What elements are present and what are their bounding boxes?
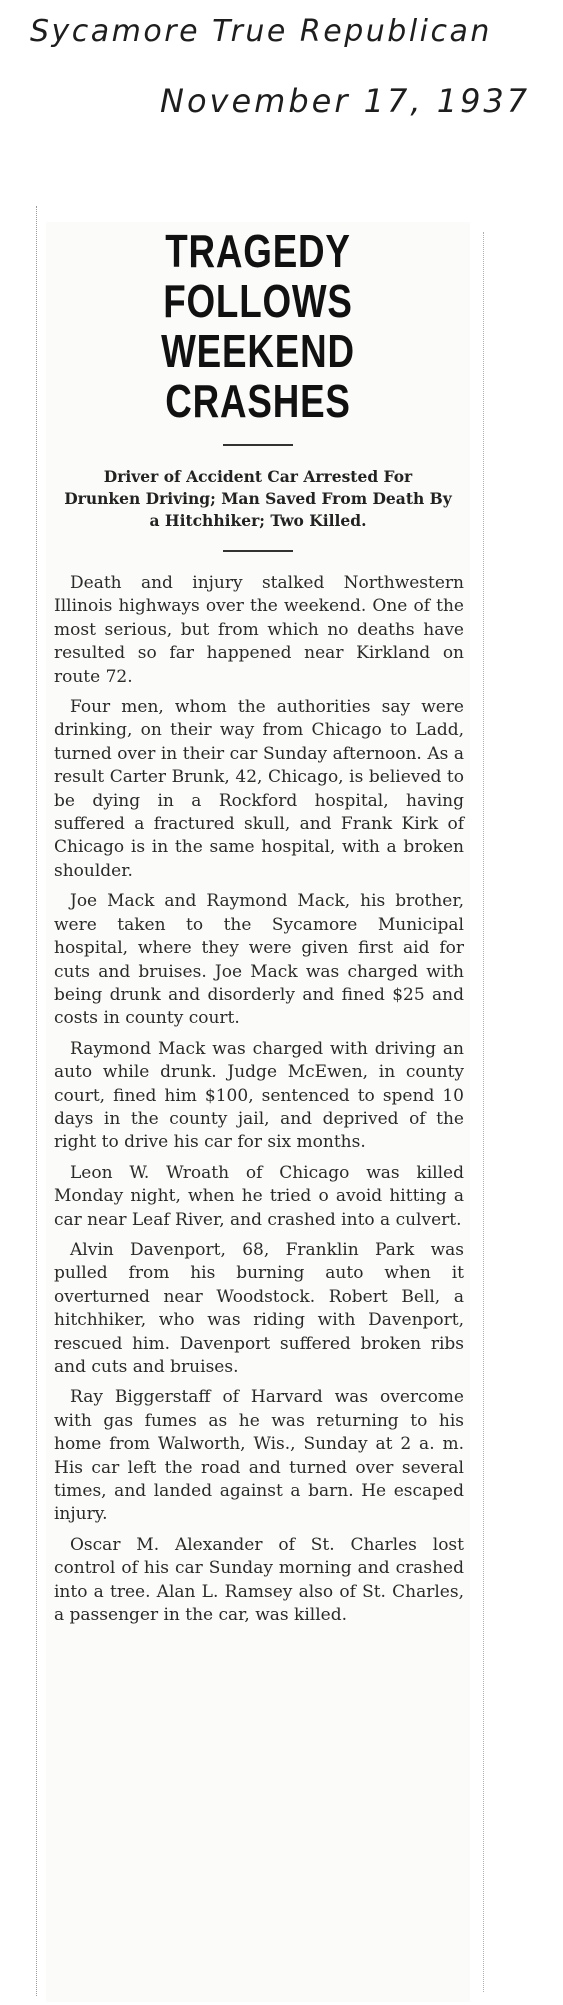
paragraph: Four men, whom the authorities say were drinking, on their way from Chicago to Ladd, turned over in their car Sunday afternoon. As a result Carter Brunk, 42, Chicago, is believed to be dying in a Rockford hospital, having suffered a fractured skull, and Frank Kirk of Chicago is in the same hospital, with a broken shoulder.	[54, 697, 464, 881]
paragraph: Joe Mack and Raymond Mack, his brother, were taken to the Sycamore Municipal hospital, where they were given first aid for cuts and bruises. Joe Mack was charged with being drunk and disorderly and fined $25 and costs in county court.	[54, 891, 464, 1029]
headline-rule	[223, 444, 293, 446]
headline: TRAGEDY FOLLOWS WEEKEND CRASHES	[161, 225, 355, 427]
paragraph: Oscar M. Alexander of St. Charles lost control of his car Sunday morning and crashed into a tree. Alan L. Ramsey also of St. Charles, a passenger in the car, was killed.	[54, 1534, 464, 1626]
paragraph: Leon W. Wroath of Chicago was killed Monday night, when he tried o avoid hitting a car near Leaf River, and crashed into a culvert.	[54, 1162, 464, 1230]
handwritten-paper-name: Sycamore True Republican	[30, 14, 492, 49]
paragraph: Alvin Davenport, 68, Franklin Park was pulled from his burning auto when it overturned near Woodstock. Robert Bell, a hitchhiker, who was riding with Davenport, rescued him. Davenport suffered broken ribs and cuts and bruises.	[54, 1239, 464, 1377]
handwritten-date: November 17, 1937	[160, 82, 531, 120]
deck-subheadline: Driver of Accident Car Arrested For Drunken Driving; Man Saved From Death By a Hitchhiker; Two Killed.	[64, 467, 452, 530]
article-body	[46, 572, 470, 1627]
newspaper-clipping	[46, 222, 470, 2002]
paragraph: Ray Biggerstaff of Harvard was overcome with gas fumes as he was returning to his home from Walworth, Wis., Sunday at 2 a. m. His car left the road and turned over several times, and landed against a barn. He escaped injury.	[54, 1387, 464, 1525]
deck-rule	[223, 550, 293, 552]
paragraph: Raymond Mack was charged with driving an auto while drunk. Judge McEwen, in county court, fined him $100, sentenced to spend 10 days in the county jail, and deprived of the right to drive his car for six months.	[54, 1038, 464, 1153]
paragraph: Death and injury stalked Northwestern Illinois highways over the weekend. One of the most serious, but from which no deaths have resulted so far happened near Kirkland on route 72.	[54, 573, 464, 687]
